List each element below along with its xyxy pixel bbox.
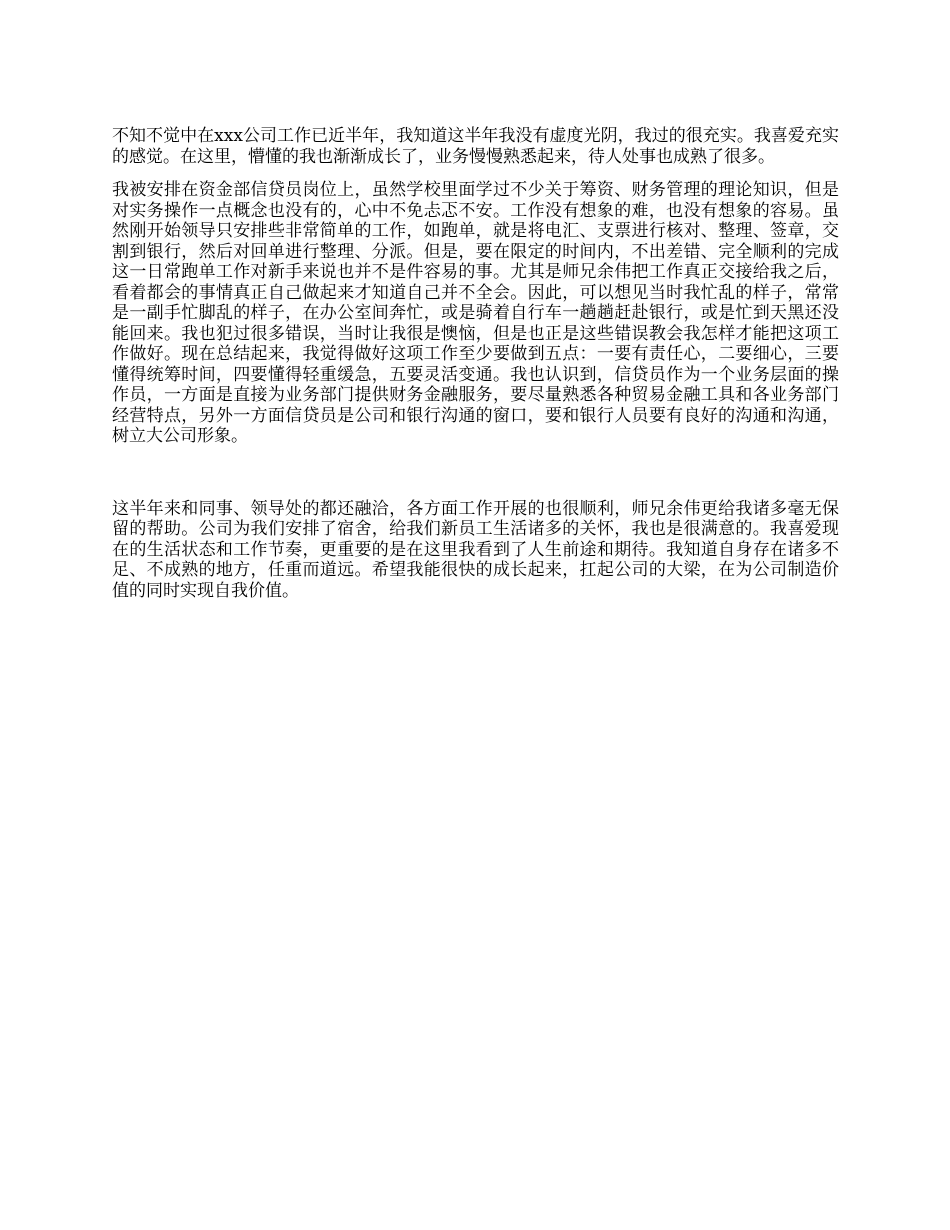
document-body: [112, 126, 839, 601]
paragraph-work-experience: 我被安排在资金部信贷员岗位上，虽然学校里面学过不少关于筹资、财务管理的理论知识，但是对实务操作一点概念也没有的，心中不免忐忑不安。工作没有想象的难，也没有想象的容易。虽然刚开始领导只安排些非常简单的工作，如跑单，就是将电汇、支票进行核对、整理、签章，交割到银行，然后对回单进行整理、分派。但是，要在限定的时间内，不出差错、完全顺利的完成这一日常跑单工作对新手来说也并不是件容易的事。尤其是师兄余伟把工作真正交接给我之后，看着都会的事情真正自己做起来才知道自己并不全会。因此，可以想见当时我忙乱的样子，常常是一副手忙脚乱的样子，在办公室间奔忙，或是骑着自行车一趟趟赶赴银行，或是忙到天黑还没能回来。我也犯过很多错误，当时让我很是懊恼，但是也正是这些错误教会我怎样才能把这项工作做好。现在总结起来，我觉得做好这项工作至少要做到五点：一要有责任心，二要细心，三要懂得统筹时间，四要懂得轻重缓急，五要灵活变通。我也认识到，信贷员作为一个业务层面的操作员，一方面是直接为业务部门提供财务金融服务，要尽量熟悉各种贸易金融工具和各业务部门经营特点，另外一方面信贷员是公司和银行沟通的窗口，要和银行人员要有良好的沟通和沟通，树立大公司形象。: [112, 180, 839, 446]
paragraph-conclusion: 这半年来和同事、领导处的都还融洽，各方面工作开展的也很顺利，师兄余伟更给我诸多毫无保留的帮助。公司为我们安排了宿舍，给我们新员工生活诸多的关怀，我也是很满意的。我喜爱现在的生活状态和工作节奏，更重要的是在这里我看到了人生前途和期待。我知道自身存在诸多不足、不成熟的地方，任重而道远。希望我能很快的成长起来，扛起公司的大梁，在为公司制造价值的同时实现自我价值。: [112, 498, 839, 601]
paragraph-intro: 不知不觉中在xxx公司工作已近半年，我知道这半年我没有虚度光阴，我过的很充实。我喜爱充实的感觉。在这里，懵懂的我也渐渐成长了，业务慢慢熟悉起来，待人处事也成熟了很多。: [112, 126, 839, 167]
